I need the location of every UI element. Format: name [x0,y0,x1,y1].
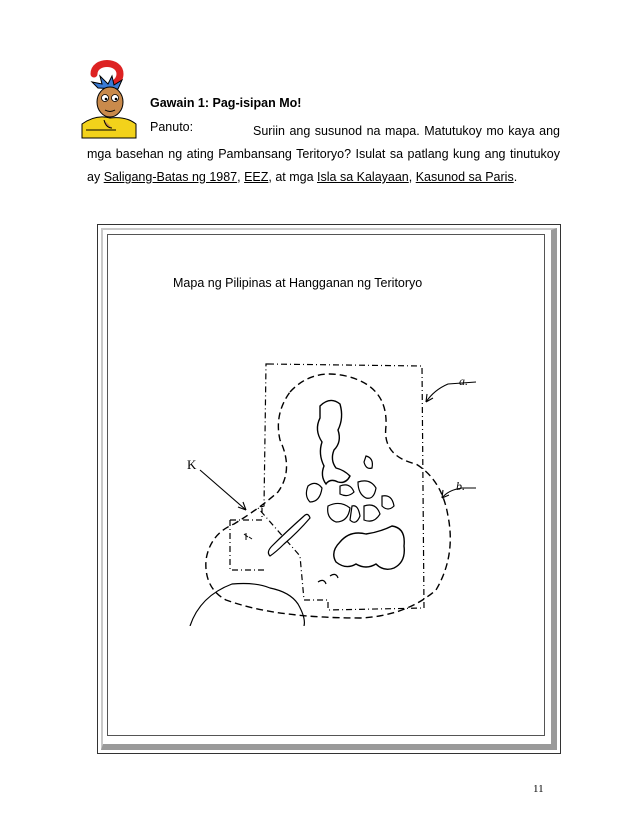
map-label-a: a. [459,374,468,388]
term-saligang-batas: Saligang-Batas ng 1987 [103,170,238,184]
mindoro-island [306,483,322,502]
palawan-island [268,514,310,556]
activity-title: Gawain 1: Pag-isipan Mo! [150,96,302,110]
term-eez: EEZ [244,170,269,184]
kalayaan-box [230,508,266,570]
term-isla-sa-kalayaan: Isla sa Kalayaan [317,170,409,184]
term-kasunod-sa-paris: Kasunod sa Paris [415,170,514,184]
luzon-island [317,400,350,484]
instruction-label: Panuto: [150,120,194,134]
mindanao-island [334,526,405,569]
arrow-a [426,382,476,402]
philippines-territory-map [180,356,500,626]
arrow-k [200,470,246,510]
page-number: 11 [533,783,544,795]
map-label-b: b. [456,479,465,493]
map-label-k: K [187,457,197,472]
instruction-text: Suriin ang susunod na mapa. Matutukoy mo kaya ang mga basehan ng ating Pambansang Teritoryo? Isulat sa patlang kung ang tinutukoy ay [87,124,560,184]
instruction-paragraph: Suriin ang susunod na mapa. Matutukoy mo kaya ang mga basehan ng ating Pambansang Teritoryo? Isulat sa patlang kung ang tinutukoy ay Saligang-Batas ng 1987, EEZ, at mga Isla sa Kalayaan, Kasunod sa Paris. [87,124,560,184]
map-title: Mapa ng Pilipinas at Hangganan ng Teritoryo [173,276,423,290]
